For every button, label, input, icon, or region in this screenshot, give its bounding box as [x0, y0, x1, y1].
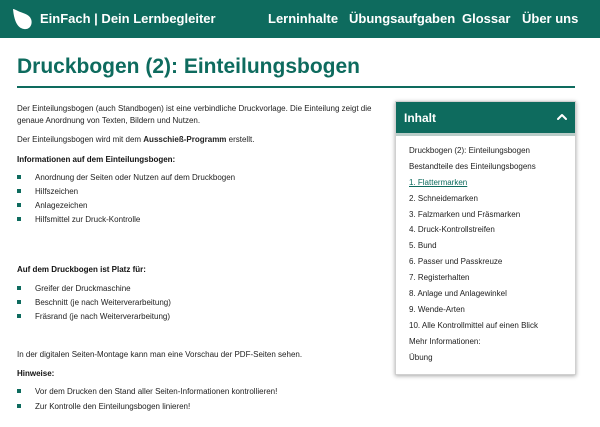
- title-underline: [17, 86, 575, 88]
- montage-paragraph: In der digitalen Seiten-Montage kann man eine Vorschau der PDF-Seiten sehen.: [17, 350, 303, 359]
- toc-item[interactable]: Übung: [409, 353, 433, 362]
- list-item-text: Greifer der Druckmaschine: [35, 284, 131, 293]
- toc-header[interactable]: [396, 102, 575, 133]
- program-prefix: Der Einteilungsbogen wird mit dem: [17, 135, 144, 144]
- list-item-text: Fräsrand (je nach Weiterverarbeitung): [35, 312, 171, 321]
- nav-lerninhalte[interactable]: Lerninhalte: [268, 11, 339, 26]
- list-item-text: Beschnitt (je nach Weiterverarbeitung): [35, 298, 171, 307]
- toc-item[interactable]: 10. Alle Kontrollmittel auf einen Blick: [409, 321, 538, 330]
- toc-item[interactable]: 4. Druck-Kontrollstreifen: [409, 225, 495, 234]
- toc-item[interactable]: Mehr Informationen:: [409, 337, 481, 346]
- toc-title: Inhalt: [404, 111, 436, 125]
- toc-item[interactable]: Druckbogen (2): Einteilungsbogen: [409, 146, 530, 155]
- hints-heading: Hinweise:: [17, 369, 55, 378]
- logo-icon[interactable]: [10, 6, 34, 32]
- chevron-up-icon[interactable]: [556, 112, 568, 122]
- info-heading: Informationen auf dem Einteilungsbogen:: [17, 155, 176, 164]
- bullet-icon: [17, 217, 21, 221]
- list-item-text: Hilfszeichen: [35, 187, 79, 196]
- space-heading: Auf dem Druckbogen ist Platz für:: [17, 265, 146, 274]
- table-of-contents: [395, 101, 576, 375]
- bullet-icon: [17, 404, 21, 408]
- brand-name[interactable]: EinFach | Dein Lernbegleiter: [40, 11, 216, 26]
- toc-divider: [396, 133, 575, 136]
- intro-line-2: genaue Anordnung von Texten, Bildern und Nutzen.: [17, 116, 201, 125]
- bullet-icon: [17, 314, 21, 318]
- toc-item[interactable]: Bestandteile des Einteilungsbogens: [409, 162, 536, 171]
- toc-item[interactable]: 5. Bund: [409, 241, 437, 250]
- top-navigation-bar: [0, 0, 600, 38]
- list-item-text: Hilfsmittel zur Druck-Kontrolle: [35, 215, 141, 224]
- toc-item[interactable]: 7. Registerhalten: [409, 273, 470, 282]
- bullet-icon: [17, 300, 21, 304]
- program-paragraph: [17, 134, 254, 146]
- toc-item[interactable]: 2. Schneidemarken: [409, 194, 478, 203]
- page-title: Druckbogen (2): Einteilungsbogen: [17, 55, 361, 78]
- intro-paragraph: [17, 103, 387, 127]
- bullet-icon: [17, 286, 21, 290]
- toc-item-active[interactable]: 1. Flattermarken: [409, 178, 468, 187]
- list-item-text: Zur Kontrolle den Einteilungsbogen linieren!: [35, 402, 191, 411]
- list-item-text: Anlagezeichen: [35, 201, 88, 210]
- nav-uebungsaufgaben[interactable]: Übungsaufgaben: [349, 11, 456, 26]
- bullet-icon: [17, 389, 21, 393]
- program-name: Ausschieß-Programm: [143, 135, 227, 144]
- bullet-icon: [17, 203, 21, 207]
- list-item-text: Vor dem Drucken den Stand aller Seiten-Informationen kontrollieren!: [35, 387, 278, 396]
- toc-item[interactable]: 3. Falzmarken und Fräsmarken: [409, 210, 521, 219]
- list-item-text: Anordnung der Seiten oder Nutzen auf dem Druckbogen: [35, 173, 236, 182]
- nav-ueber-uns[interactable]: Über uns: [522, 11, 579, 26]
- bullet-icon: [17, 189, 21, 193]
- bullet-icon: [17, 175, 21, 179]
- toc-item[interactable]: 6. Passer und Passkreuze: [409, 257, 503, 266]
- toc-item[interactable]: 9. Wende-Arten: [409, 305, 465, 314]
- nav-glossar[interactable]: Glossar: [462, 11, 511, 26]
- toc-item[interactable]: 8. Anlage und Anlagewinkel: [409, 289, 507, 298]
- program-suffix: erstellt.: [226, 135, 255, 144]
- intro-line-1: Der Einteilungsbogen (auch Standbogen) ist eine verbindliche Druckvorlage. Die Einteilung zeigt die: [17, 104, 372, 113]
